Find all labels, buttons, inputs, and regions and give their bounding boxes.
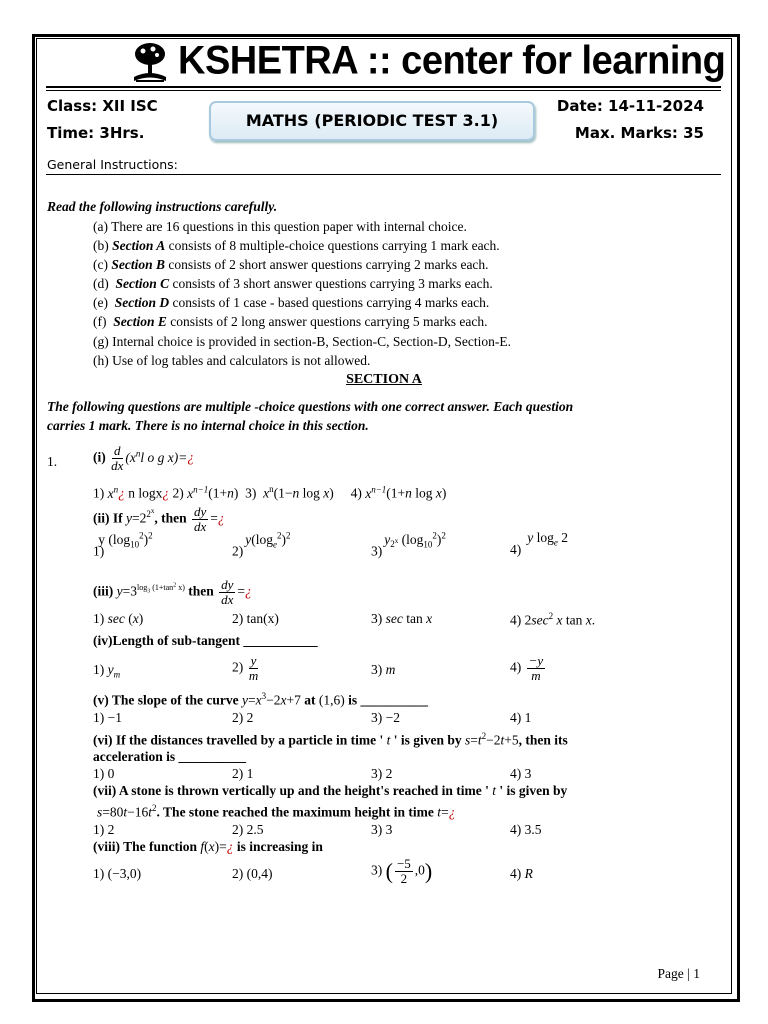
q1-iv-option-1: 1) $y_m$ [93, 662, 121, 680]
q1-part-viii: (viii) The function f(x)=¿ is increasing in [93, 839, 323, 854]
q1-iv-option-4: 4) $\frac{-y}{m}$ [510, 653, 544, 683]
section-a-intro-line2: carries 1 mark. There is no internal choice in this section. [47, 418, 369, 433]
q1-part-vi-line1: (vi) If the distances travelled by a particle in time ' t ' is given by $s=t^2-2t+5$, then its [93, 731, 568, 748]
read-instructions-line: Read the following instructions carefully. [47, 199, 278, 214]
q1-vi-option-2: 2) 1 [232, 766, 254, 781]
test-title-badge: MATHS (PERIODIC TEST 3.1) [209, 101, 535, 141]
q1-vi-option-3: 3) 2 [371, 766, 393, 781]
q1-part-ii: (ii) If $y=2^{2^x}$, then $\frac{dy}{dx}$ =¿ [93, 504, 225, 534]
instruction-c: (c) Section B consists of 2 short answer questions carrying 2 marks each. [93, 257, 489, 272]
instruction-a: (a) There are 16 questions in this question paper with internal choice. [93, 219, 467, 234]
q1-iii-option-1: 1) sec (x) [93, 611, 144, 626]
instruction-h: (h) Use of log tables and calculators is not allowed. [93, 353, 371, 368]
header-divider [46, 86, 721, 88]
q1-i-options: 1) $x^n¿$ n logx¿ 2) $x^{n-1}(1+n)$ 3) $x^n(1-n$ log x) 4) $x^{n-1}(1+n$ log x) [93, 484, 447, 501]
class-label: Class: XII ISC [47, 97, 158, 115]
q1-part-iv: (iv)Length of sub-tangent ___________ [93, 633, 318, 648]
q1-part-i: (i) $\frac{d}{dx}$ ($x^nl$ o g x)=¿ [93, 443, 195, 473]
q1-viii-option-2: 2) (0,4) [232, 866, 273, 881]
tree-logo-icon [128, 41, 172, 85]
q1-iii-option-4: 4) $2\sec^2$ x tan x. [510, 611, 596, 628]
q1-part-iii: (iii) $y=3^{log_3 (1+tan^2 x)}$ then $\frac{dy}{dx}$ =¿ [93, 577, 252, 607]
q1-iii-option-3: 3) sec tan x [371, 611, 433, 626]
question-number: 1. [47, 454, 58, 469]
time-label: Time: 3Hrs. [47, 124, 145, 142]
instruction-d: (d) Section C consists of 3 short answer questions carrying 3 marks each. [93, 276, 493, 291]
q1-vii-option-4: 4) 3.5 [510, 822, 542, 837]
q1-part-vii-line1: (vii) A stone is thrown vertically up and the height's reached in time ' t ' is given by [93, 783, 568, 798]
section-a-intro-line1: The following questions are multiple -choice questions with one correct answer. Each question [47, 399, 574, 414]
q1-part-v: (v) The slope of the curve $y=x^3-2x+7$ at (1,6) is __________ [93, 691, 428, 708]
q1-v-option-2: 2) 2 [232, 710, 254, 725]
q1-ii-option-4: 4)y $\log_e 2$ [510, 530, 569, 557]
date-label: Date: 14-11-2024 [556, 97, 704, 115]
q1-v-option-3: 3) −2 [371, 710, 400, 725]
q1-viii-option-4: 4) R [510, 866, 533, 881]
page-number: Page | 1 [657, 966, 700, 981]
header-divider-thin [46, 90, 721, 91]
max-marks-label: Max. Marks: 35 [574, 124, 704, 142]
q1-part-vii-line2: $s=80t-16t^2$. The stone reached the maximum height in time t=¿ [97, 803, 456, 820]
q1-v-option-1: 1) −1 [93, 710, 122, 725]
q1-vii-option-3: 3) 3 [371, 822, 393, 837]
q1-vii-option-2: 2) 2.5 [232, 822, 264, 837]
q1-viii-option-3: 3) ( $\frac{-5}{2}$ ,0) [371, 856, 433, 886]
section-a-heading: SECTION A [346, 372, 422, 387]
general-instructions-heading: General Instructions: [47, 157, 178, 172]
instruction-f: (f) Section E consists of 2 long answer questions carrying 5 marks each. [93, 314, 488, 329]
q1-ii-option-3: $3)y_{2^x}$ $(\log_{10}^2)^2$ [371, 530, 446, 559]
q1-iv-option-3: 3) m [371, 662, 396, 677]
q1-vii-option-1: 1) 2 [93, 822, 115, 837]
q1-vi-option-1: 1) 0 [93, 766, 115, 781]
q1-part-vi-line2: acceleration is __________ [93, 749, 246, 764]
q1-ii-option-1: 1)y $(\log_{10}^2)^2$ [93, 530, 153, 559]
q1-v-option-4: 4) 1 [510, 710, 532, 725]
q1-ii-option-2: $2)y(\log_e^2)^2$ [232, 530, 291, 559]
instructions-divider [46, 174, 721, 175]
institute-title: KSHETRA :: center for learning [178, 38, 726, 84]
q1-vi-option-4: 4) 3 [510, 766, 532, 781]
q1-iv-option-2: 2) $\frac{y}{m}$ [232, 653, 259, 683]
instruction-b: (b) Section A consists of 8 multiple-choice questions carrying 1 mark each. [93, 238, 500, 253]
instruction-g: (g) Internal choice is provided in section-B, Section-C, Section-D, Section-E. [93, 334, 512, 349]
q1-viii-option-1: 1) (−3,0) [93, 866, 142, 881]
instruction-e: (e) Section D consists of 1 case - based questions carrying 4 marks each. [93, 295, 490, 310]
q1-iii-option-2: 2) tan(x) [232, 611, 279, 626]
